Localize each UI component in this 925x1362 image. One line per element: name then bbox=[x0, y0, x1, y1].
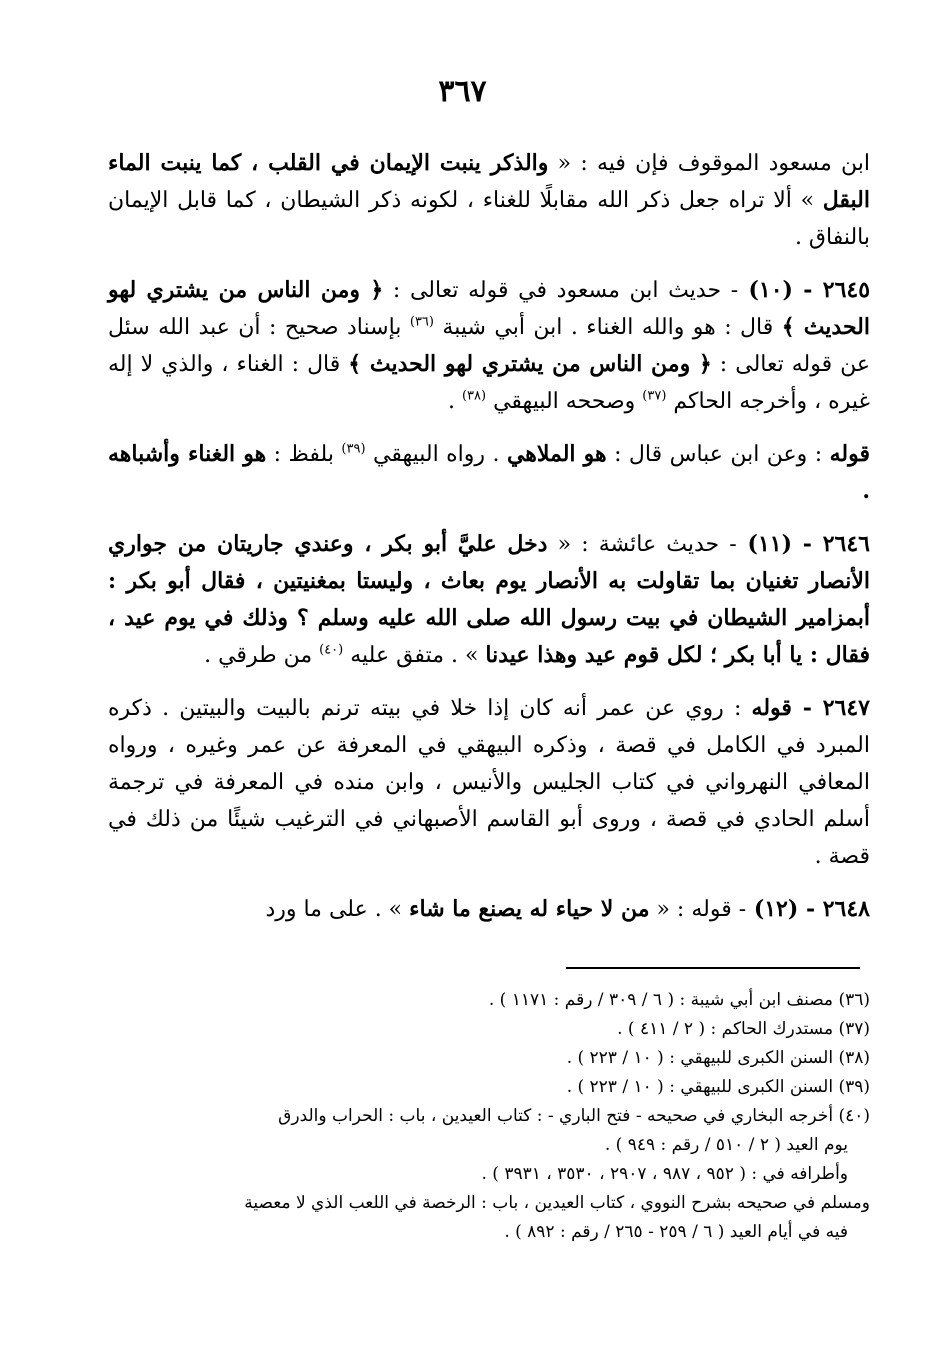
paragraph bbox=[108, 690, 870, 875]
footnote-marker: (٣٨) bbox=[461, 388, 487, 404]
footnote: (٤٠) أخرجه البخاري في صحيحه - فتح الباري - : كتاب العيدين ، باب : الحراب والدرق bbox=[278, 1106, 870, 1126]
footnote-separator bbox=[566, 967, 860, 969]
footnote-marker: (٣٦) bbox=[409, 314, 434, 330]
bold-text: ٢٦٤٦ - (١١) bbox=[736, 531, 870, 557]
text-run: » bbox=[791, 188, 823, 213]
footnote: فيه في أيام العيد ( ٦ / ٢٥٩ - ٢٦٥ / رقم : ٨٩٢ ) . bbox=[504, 1222, 848, 1242]
text-run: قال : الغناء ، والذي لا إله غيره ، وأخرجه الحاكم bbox=[108, 352, 870, 414]
text-run: » . على ما ورد bbox=[265, 897, 410, 922]
text-run: بلفظ : bbox=[266, 442, 342, 467]
text-run: ألا تراه جعل ذكر الله مقابلًا للغناء ، لكونه ذكر الشيطان ، كما قابل الإيمان بالنفاق . bbox=[108, 188, 870, 250]
footnote: (٣٦) مصنف ابن أبي شيبة : ( ٦ / ٣٠٩ / رقم : ١١٧١ ) . bbox=[488, 990, 870, 1010]
bold-text: هو الغناء وأشباهه . bbox=[108, 441, 870, 504]
text-run: : روي عن عمر أنه كان إذا خلا في بيته ترنم بالبيت والبيتين . ذكره المبرد في الكامل في قصة ، وذكره البيهقي في المعرفة عن عمر وغيره ، ورواه المعافي النهرواني في كتاب الجليس والأنيس ، وابن منده في المعرفة في ترجمة أسلم الحادي في قصة ، وروى أبو القاسم الأصبهاني في الترغيب شيئًا من ذلك في قصة . bbox=[108, 696, 870, 869]
bold-text: دخل عليَّ أبو بكر ، وعندي جاريتان من جواري الأنصار تغنيان بما تقاولت به الأنصار يوم بعاث ، وليستا بمغنيتين ، فقال أبو بكر : أبمزامير الشيطان في بيت رسول الله صلى الله عليه وسلم ؟ وذلك في يوم عيد ، فقال : يا أبا بكر ؛ لكل قوم عيد وهذا عيدنا bbox=[108, 531, 870, 668]
bold-text: ٢٦٤٨ - (١٢) bbox=[746, 896, 870, 922]
main-text bbox=[108, 145, 870, 944]
footnote: (٣٩) السنن الكبرى للبيهقي : ( ١٠ / ٢٢٣ ) . bbox=[566, 1077, 870, 1097]
paragraph bbox=[108, 145, 870, 256]
text-run: . bbox=[447, 389, 462, 414]
text-run: قال : هو والله الغناء . ابن أبي شيبة bbox=[433, 315, 782, 340]
paragraph bbox=[108, 436, 870, 510]
footnote: (٣٧) مستدرك الحاكم : ( ٢ / ٤١١ ) . bbox=[617, 1019, 870, 1039]
text-run: » . متفق عليه bbox=[343, 643, 486, 668]
text-run: من طرقي . bbox=[204, 643, 320, 668]
bold-text: والذكر ينبت الإيمان في القلب ، كما ينبت الماء البقل bbox=[108, 150, 870, 213]
bold-text: ٢٦٤٧ - قوله bbox=[751, 695, 870, 721]
text-run: - قوله : « bbox=[649, 897, 747, 922]
text-run: بإسناد صحيح : أن عبد الله سئل عن قوله تعالى : bbox=[108, 315, 870, 377]
text-run: - حديث عائشة : « bbox=[547, 532, 737, 557]
text-run: وصححه البيهقي bbox=[486, 389, 643, 414]
page-number: ٣٦٧ bbox=[438, 74, 487, 109]
footnote: وأطرافه في : ( ٩٥٢ ، ٩٨٧ ، ٢٩٠٧ ، ٣٥٣٠ ، ٣٩٣١ ) . bbox=[481, 1164, 848, 1184]
bold-text: ٢٦٤٥ - (١٠) bbox=[738, 277, 871, 303]
footnote: ومسلم في صحيحه بشرح النووي ، كتاب العيدين ، باب : الرخصة في اللعب الذي لا معصية bbox=[244, 1193, 870, 1213]
text-run: : وعن ابن عباس قال : bbox=[606, 442, 830, 467]
footnote: (٣٨) السنن الكبرى للبيهقي : ( ١٠ / ٢٢٣ ) . bbox=[566, 1048, 870, 1068]
text-run: ابن مسعود الموقوف فإن فيه : « bbox=[548, 151, 870, 176]
bold-text: هو الملاهي bbox=[506, 441, 607, 467]
bold-text: ﴿ ومن الناس من يشتري لهو الحديث ﴾ bbox=[348, 351, 712, 377]
bold-text: من لا حياء له يصنع ما شاء bbox=[409, 896, 650, 922]
paragraph bbox=[108, 891, 870, 928]
bold-text: قوله bbox=[829, 441, 870, 467]
paragraph bbox=[108, 526, 870, 674]
footnotes bbox=[108, 986, 870, 1247]
paragraph bbox=[108, 272, 870, 420]
footnote: يوم العيد ( ٢ / ٥١٠ / رقم : ٩٤٩ ) . bbox=[604, 1135, 848, 1155]
text-run: . رواه البيهقي bbox=[365, 442, 507, 467]
footnote-marker: (٤٠) bbox=[319, 642, 344, 658]
footnote-marker: (٣٧) bbox=[642, 388, 667, 404]
footnote-marker: (٣٩) bbox=[341, 441, 366, 457]
text-run: - حديث ابن مسعود في قوله تعالى : bbox=[383, 278, 739, 303]
bold-text: ﴿ ومن الناس من يشتري لهو الحديث ﴾ bbox=[108, 277, 870, 340]
